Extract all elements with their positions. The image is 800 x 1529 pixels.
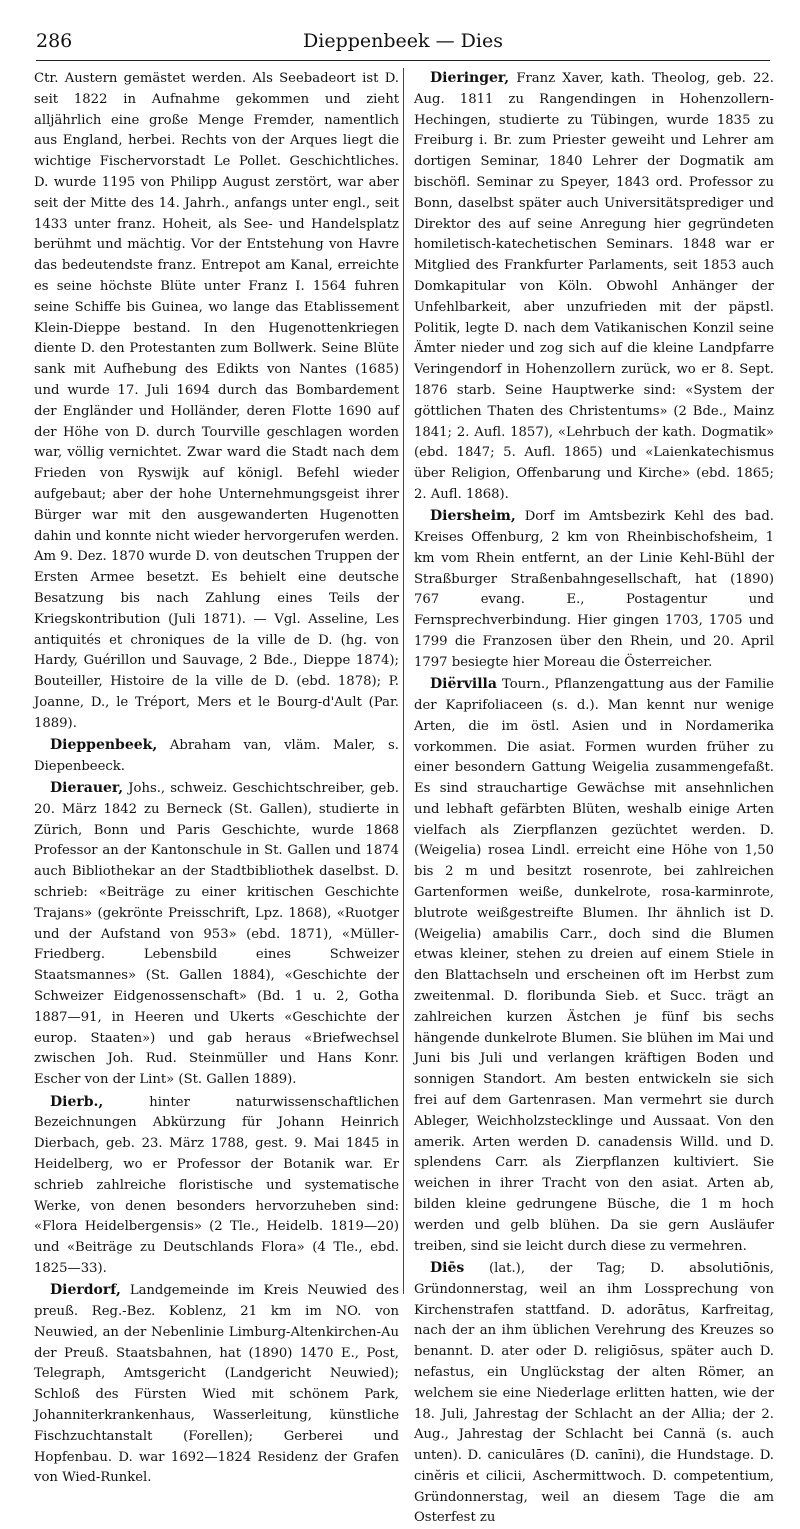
entry-headword: Diërvilla (430, 676, 497, 693)
entry-text: Landgemeinde im Kreis Neuwied des preuß. Reg.-Bez. Koblenz, 21 km im NO. von Neuwied, an der Nebenlinie Limburg-Altenkirchen-Au der Preuß. Staatsbahnen, hat (1890) 1470 E., Post, Telegraph, Amtsgericht (Landgericht Neuwied); Schloß des Fürsten Wied mit schönem Park, Johanniterkrankenhaus, Wasserleitung, künstliche Fischzuchtanstalt (Forellen); Gerberei und Hopfenbau. D. war 1692—1824 Residenz der Grafen von Wied-Runkel. (34, 1283, 399, 1486)
entry-text: Johs., schweiz. Geschichtschreiber, geb. 20. März 1842 zu Berneck (St. Gallen), studierte in Zürich, Bonn und Paris Geschichte, wurde 1868 Professor an der Kantonschule in St. Gallen und 1874 auch Bibliothekar an der Stadtbibliothek daselbst. D. schrieb: «Beiträge zu einer kritischen Geschichte Trajans» (gekrönte Preisschrift, Lpz. 1868), «Ruotger und der Aufstand von 953» (ebd. 1871), «Müller-Friedberg. Lebensbild eines Schweizer Staatsmannes» (St. Gallen 1884), «Geschichte der Schweizer Eidgenossenschaft» (Bd. 1 u. 2, Gotha 1887—91, in Heeren und Ukerts «Geschichte der europ. Staaten») und gab heraus «Briefwechsel zwischen Joh. Rud. Steinmüller und Hans Konr. Escher von der Lint» (St. Gallen 1889). (34, 781, 399, 1088)
left-column (34, 68, 399, 1486)
dictionary-entry (414, 1258, 774, 1529)
right-column (414, 68, 774, 1526)
entry-text: Dorf im Amtsbezirk Kehl des bad. Kreises Offenburg, 2 km von Rheinbischofsheim, 1 km vom Rhein entfernt, an der Linie Kehl-Bühl der Straßburger Straßenbahngesellschaft, hat (1890) 767 evang. E., Postagentur und Fernsprechverbindung. Hier gingen 1703, 1705 und 1799 die Franzosen über den Rhein, und 20. April 1797 besiegte hier Moreau die Österreicher. (414, 509, 774, 670)
dictionary-entry (34, 1280, 399, 1489)
entry-text: Franz Xaver, kath. Theolog, geb. 22. Aug. 1811 zu Rangendingen in Hohenzollern-Hechingen, studierte zu Tübingen, wurde 1835 zu Freiburg i. Br. zum Priester geweiht und Lehrer am dortigen Seminar, 1840 Lehrer der Dogmatik am bischöfl. Seminar zu Speyer, 1843 ord. Professor zu Bonn, daselbst später auch Universitätsprediger und Direktor des auf seine Anregung hier gegründeten homiletisch-katechetischen Seminars. 1848 war er Mitglied des Frankfurter Parlaments, seit 1853 auch Domkapitular von Köln. Obwohl Anhänger der Unfehlbarkeit, aber unzufrieden mit der päpstl. Politik, legte D. nach dem Vatikanischen Konzil seine Ämter nieder und zog sich auf die kleine Landpfarre Veringendorf in Hohenzollern zurück, wo er 8. Sept. 1876 starb. Seine Hauptwerke sind: «System der göttlichen Thaten des Christentums» (2 Bde., Mainz 1841; 2. Aufl. 1857), «Lehrbuch der kath. Dogmatik» (ebd. 1847; 5. Aufl. 1865) und «Laienkatechismus über Religion, Offenbarung und Kirche» (ebd. 1865; 2. Aufl. 1868). (414, 71, 774, 502)
page-header (36, 30, 770, 61)
entry-headword: Dieppenbeek, (50, 737, 158, 753)
page-number: 286 (36, 30, 73, 52)
dictionary-entry (34, 1092, 399, 1280)
dictionary-entry (414, 674, 774, 1257)
entry-text: Ctr. Austern gemästet werden. Als Seebadeort ist D. seit 1822 in Aufnahme gekommen und zieht alljährlich eine große Menge Fremder, namentlich aus England, herbei. Rechts von der Arques liegt die wichtige Fischervorstadt Le Pollet. Geschichtliches. D. wurde 1195 von Philipp August zerstört, war aber seit der Mitte des 14. Jahrh., anfangs unter engl., seit 1433 unter franz. Hoheit, als See- und Handelsplatz berühmt und mächtig. Vor der Entstehung von Havre das bedeutendste franz. Entrepot am Kanal, erreichte es seine höchste Blüte unter Franz I. 1564 fuhren seine Schiffe bis Guinea, wo lange das Etablissement Klein-Dieppe bestand. In den Hugenottenkriegen diente D. den Protestanten zum Bollwerk. Seine Blüte sank mit Aufhebung des Edikts von Nantes (1685) und wurde 17. Juli 1694 durch das Bombardement der Engländer und Holländer, deren Flotte 1690 auf der Höhe von D. durch Tourville geschlagen worden war, völlig vernichtet. Zwar ward die Stadt nach dem Frieden von Ryswijk auf königl. Befehl wieder aufgebaut; aber der hohe Unternehmungsgeist ihrer Bürger war mit den ausgewanderten Hugenotten dahin und konnte nicht wieder hervorgerufen werden. Am 9. Dez. 1870 wurde D. von deutschen Truppen der Ersten Armee besetzt. Es behielt eine deutsche Besatzung bis nach Zahlung eines Teils der Kriegskontribution (Juli 1871). — Vgl. Asseline, Les antiquités et chroniques de la ville de D. (hg. von Hardy, Guérillon und Sauvage, 2 Bde., Dieppe 1874); Bouteiller, Histoire de la ville de D. (ebd. 1878); P. Joanne, D., le Tréport, Mers et le Bourg-d'Ault (Par. 1889). (34, 71, 399, 731)
entry-text: Abraham van, vläm. Maler, s. Diepenbeeck. (34, 738, 399, 774)
dictionary-entry (34, 735, 399, 778)
entry-headword: Dierb., (50, 1093, 104, 1110)
dictionary-entry (414, 68, 774, 506)
entry-text: hinter naturwissenschaftlichen Bezeichnungen Abkürzung für Johann Heinrich Dierbach, geb. 23. März 1788, gest. 9. Mai 1845 in Heidelberg, wo er Professor der Botanik war. Er schrieb zahlreiche floristische und systematische Werke, von denen besonders hervorzuheben sind: «Flora Heidelbergensis» (2 Tle., Heidelb. 1819—20) und «Beiträge zu Deutschlands Flora» (4 Tle., ebd. 1825—33). (34, 1094, 399, 1276)
dictionary-entry (34, 778, 399, 1091)
running-title: Dieppenbeek — Dies (303, 30, 503, 52)
entry-headword: Dierauer, (50, 780, 124, 797)
dictionary-entry (34, 68, 399, 735)
column-divider (403, 68, 404, 1294)
entry-text: (lat.), der Tag; D. absolutiōnis, Gründonnerstag, weil an ihm Lossprechung von Kirchenstrafen stattfand. D. adorātus, Karfreitag, nach der an ihm üblichen Verehrung des Kreuzes so benannt. D. ater oder D. religiōsus, später auch D. nefastus, ein Unglückstag der alten Römer, an welchem sie eine Niederlage erlitten hatten, wie der 18. Juli, Jahrestag der Schlacht an der Allia; der 2. Aug., Jahrestag der Schlacht bei Cannä (s. auch unten). D. caniculāres (D. canīni), die Hundstage. D. cinĕris et cilicii, Aschermittwoch. D. competentium, Gründonnerstag, weil an diesem Tage die am Osterfest zu (414, 1260, 774, 1526)
entry-text: Tourn., Pflanzengattung aus der Familie der Kaprifoliaceen (s. d.). Man kennt nur wenige Arten, die im östl. Asien und in Nordamerika vorkommen. Die asiat. Formen wurden früher zu einer besondern Gattung Weigelia zusammengefaßt. Es sind strauchartige Gewächse mit ansehnlichen und lebhaft gefärbten Blüten, weshalb einige Arten vielfach als Zierpflanzen gezüchtet werden. D. (Weigelia) rosea Lindl. erreicht eine Höhe von 1,50 bis 2 m und besitzt rosenrote, bei zahlreichen Gartenformen weiße, dunkelrote, rosa-karminrote, blutrote weißgestreifte Blumen. Ihr ähnlich ist D. (Weigelia) amabilis Carr., doch sind die Blumen etwas kleiner, stehen zu dreien auf einem Stiele in den Blattachseln und erscheinen oft im Herbst zum zweitenmal. D. floribunda Sieb. et Succ. trägt an zahlreichen kurzen Ästchen je fünf bis sechs hängende dunkelrote Blumen. Sie blühen im Mai und Juni bis Juli und verlangen kräftigen Boden und sonnigen Standort. Am besten entwickeln sie sich frei auf dem Gartenrasen. Man vermehrt sie durch Ableger, Weichholzstecklinge und Aussaat. Von den amerik. Arten werden D. canadensis Willd. und D. splendens Carr. als Zierpflanzen kultiviert. Sie weichen in ihrer Tracht von den asiat. Arten ab, bilden kleine gedrungene Büsche, die 1 m hoch werden und gelb blühen. Da sie gern Ausläufer treiben, sind sie leicht durch diese zu vermehren. (414, 677, 774, 1254)
dictionary-entry (414, 506, 774, 673)
entry-headword: Diēs (430, 1259, 465, 1276)
entry-headword: Diersheim, (430, 508, 516, 525)
entry-headword: Dierdorf, (50, 1282, 121, 1299)
entry-headword: Dieringer, (430, 70, 510, 86)
